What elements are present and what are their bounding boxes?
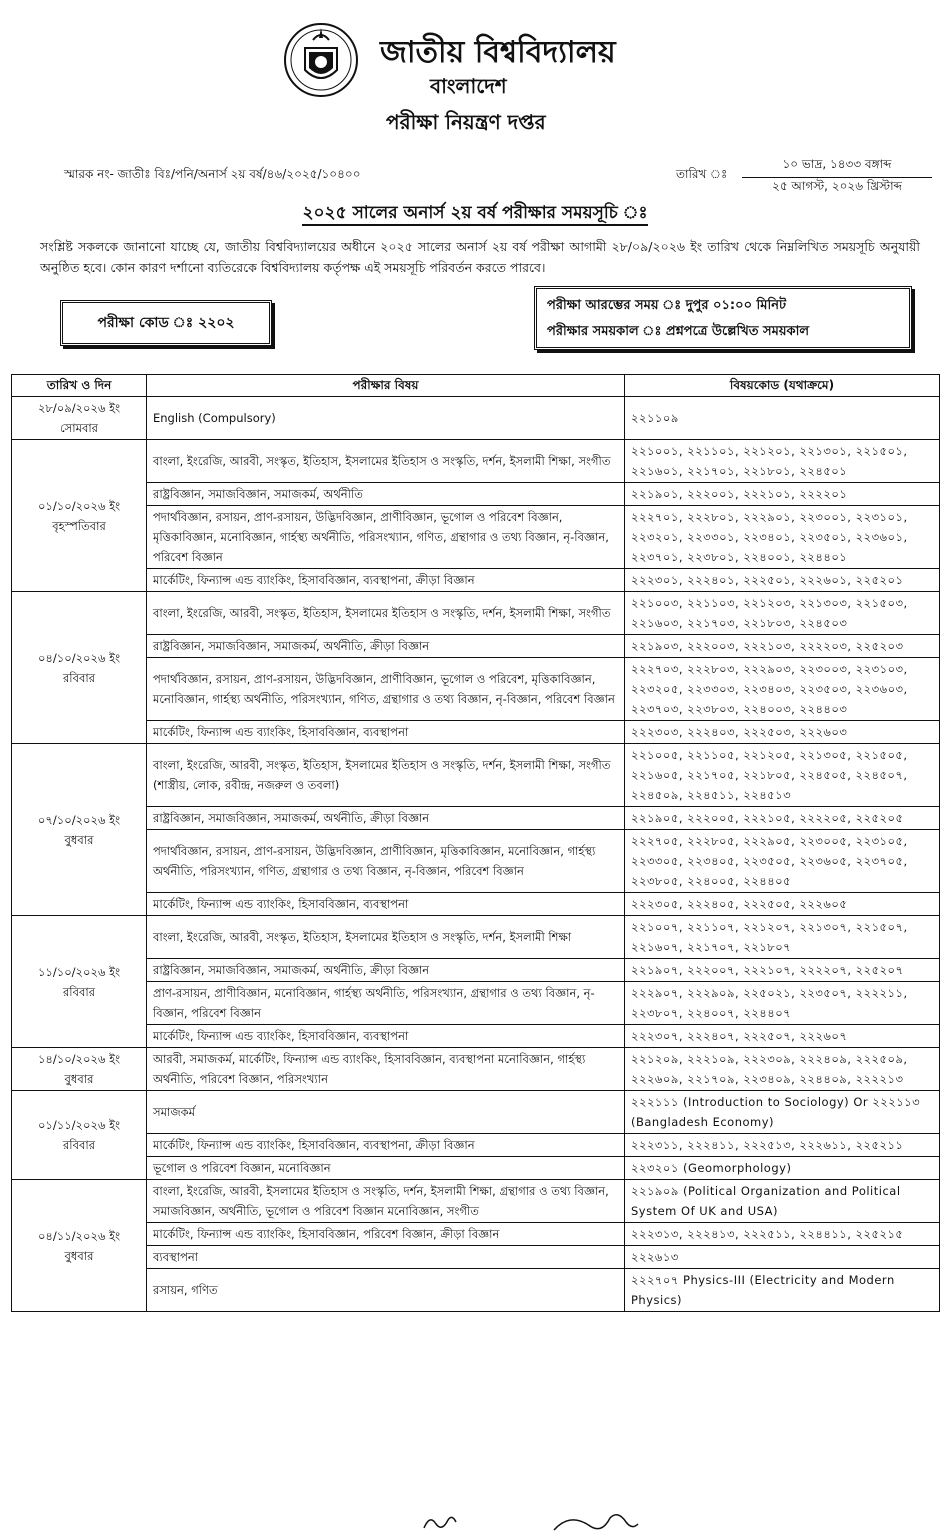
code-cell: ২২১৯০১, ২২২০০১, ২২২১০১, ২২২২০১ (625, 483, 940, 506)
code-cell: ২২২৩০১, ২২২৪০১, ২২২৫০১, ২২২৬০১, ২২৫২০১ (625, 569, 940, 592)
date-cell (12, 1091, 147, 1180)
exam-date: ২৮/০৯/২০২৬ ইং (37, 401, 121, 415)
code-cell: ২২১০০৭, ২২১১০৭, ২২১২০৭, ২২১৩০৭, ২২১৫০৭, ২২১৬০৭, ২২১৭০৭, ২২১৮০৭ (625, 916, 940, 959)
table-row (12, 1180, 940, 1223)
date-gregorian: ২৫ আগস্ট, ২০২৬ খ্রিস্টাব্দ (772, 179, 902, 193)
table-header-row (12, 375, 940, 397)
exam-duration: পরীক্ষার সময়কাল ঃ প্রশ্নপত্রে উল্লেখিত সময়কাল (547, 324, 810, 339)
subject-cell: মার্কেটিং, ফিন্যান্স এন্ড ব্যাংকিং, হিসাববিজ্ঞান, ব্যবস্থাপনা (147, 893, 625, 916)
subject-cell: পদার্থবিজ্ঞান, রসায়ন, প্রাণ-রসায়ন, উদ্ভিদবিজ্ঞান, প্রাণীবিজ্ঞান, ভূগোল ও পরিবেশ বিজ্ঞান, মৃত্তিকাবিজ্ঞান, মনোবিজ্ঞান, গার্হস্থ্য অর্থনীতি, পরিসংখ্যান, গণিত, গ্রন্থাগার ও তথ্য বিজ্ঞান, নৃ-বিজ্ঞান, পরিবেশ বিজ্ঞান (147, 506, 625, 569)
subject-cell: মার্কেটিং, ফিন্যান্স এন্ড ব্যাংকিং, হিসাববিজ্ঞান, ব্যবস্থাপনা (147, 1025, 625, 1048)
notice-paragraph: সংশ্লিষ্ট সকলকে জানানো যাচ্ছে যে, জাতীয় বিশ্ববিদ্যালয়ের অধীনে ২০২৫ সালের অনার্স ২য় বর্ষ পরীক্ষা আগামী ২৮/০৯/২০২৬ ইং তারিখ থেকে নিম্নলিখিত সময়সূচি অনুযায়ী অনুষ্ঠিত হবে। কোন কারণ দর্শানো ব্যতিরেকে বিশ্ববিদ্যালয় কর্তৃপক্ষ এই সময়সূচি পরিবর্তন করতে পারবে। (40, 239, 920, 275)
subject-cell: আরবী, সমাজকর্ম, মার্কেটিং, ফিন্যান্স এন্ড ব্যাংকিং, হিসাববিজ্ঞান, ব্যবস্থাপনা মনোবিজ্ঞান, গার্হস্থ্য অর্থনীতি, পরিবেশ বিজ্ঞান, পরিসংখ্যান (147, 1048, 625, 1091)
exam-day: বুধবার (64, 1248, 94, 1263)
exam-time-box (534, 286, 912, 350)
date-cell (12, 916, 147, 1048)
code-cell: ২২১২০৯, ২২২১০৯, ২২২৩০৯, ২২২৪০৯, ২২২৫০৯, ২২২৬০৯, ২২১৭০৯, ২২৩৪০৯, ২২৪৪০৯, ২২২২১৩ (625, 1048, 940, 1091)
table-row (12, 506, 940, 569)
date-label: তারিখ ঃ (676, 167, 728, 181)
code-cell: ২২২৭০৫, ২২২৮০৫, ২২২৯০৫, ২২৩০০৫, ২২৩১০৫, ২২৩৩০৫, ২২৩৪০৫, ২২৩৫০৫, ২২৩৬০৫, ২২৩৭০৫, ২২৩৮০৫, ২২৪০০৫, ২২৪৪০৫ (625, 830, 940, 893)
table-row (12, 721, 940, 744)
signature-mark (550, 1510, 640, 1534)
schedule-table (11, 374, 940, 1312)
table-row (12, 959, 940, 982)
subject-cell: রাষ্ট্রবিজ্ঞান, সমাজবিজ্ঞান, সমাজকর্ম, অর্থনীতি, ক্রীড়া বিজ্ঞান (147, 959, 625, 982)
university-seal (283, 20, 359, 104)
subject-cell: মার্কেটিং, ফিন্যান্স এন্ড ব্যাংকিং, হিসাববিজ্ঞান, ব্যবস্থাপনা (147, 721, 625, 744)
subject-cell: প্রাণ-রসায়ন, প্রাণীবিজ্ঞান, মনোবিজ্ঞান, গার্হস্থ্য অর্থনীতি, পরিসংখ্যান, গ্রন্থাগার ও তথ্য বিজ্ঞান, নৃ-বিজ্ঞান, পরিবেশ বিজ্ঞান (147, 982, 625, 1025)
subject-cell: English (Compulsory) (147, 397, 625, 440)
table-row (12, 830, 940, 893)
subject-cell: মার্কেটিং, ফিন্যান্স এন্ড ব্যাংকিং, হিসাববিজ্ঞান, ব্যবস্থাপনা, ক্রীড়া বিজ্ঞান (147, 569, 625, 592)
code-cell: ২২২৩০৫, ২২২৪০৫, ২২২৫০৫, ২২২৬০৫ (625, 893, 940, 916)
date-bangla: ১০ ভাদ্র, ১৪৩৩ বঙ্গাব্দ (742, 156, 932, 178)
signature-mark (420, 1510, 460, 1534)
date-cell (12, 1180, 147, 1312)
table-row (12, 569, 940, 592)
office-name: পরীক্ষা নিয়ন্ত্রণ দপ্তর (386, 110, 546, 134)
date-cell (12, 592, 147, 744)
code-cell: ২২২৭০৩, ২২২৮০৩, ২২২৯০৩, ২২৩০০৩, ২২৩১০৩, ২২৩২০৫, ২২৩৩০৩, ২২৩৪০৩, ২২৩৫০৩, ২২৩৬০৩, ২২৩৭০৩, ২২৩৮০৩, ২২৪০০৩, ২২৪৪০৩ (625, 658, 940, 721)
header-subject: পরীক্ষার বিষয় (147, 375, 625, 397)
date-cell (12, 1048, 147, 1091)
subject-cell: রসায়ন, গণিত (147, 1269, 625, 1312)
subject-cell: রাষ্ট্রবিজ্ঞান, সমাজবিজ্ঞান, সমাজকর্ম, অর্থনীতি, ক্রীড়া বিজ্ঞান (147, 635, 625, 658)
table-row (12, 658, 940, 721)
exam-date: ১৪/১০/২০২৬ ইং (37, 1052, 121, 1066)
code-cell: ২২১০০৫, ২২১১০৫, ২২১২০৫, ২২১৩০৫, ২২১৫০৫, ২২১৬০৫, ২২১৭০৫, ২২১৮০৫, ২২৪৫০৫, ২২৪৫০৭, ২২৪৫০৯, ২২৪৫১১, ২২৪৫১৩ (625, 744, 940, 807)
table-row (12, 1091, 940, 1134)
table-row (12, 1134, 940, 1157)
subject-cell: বাংলা, ইংরেজি, আরবী, ইসলামের ইতিহাস ও সংস্কৃতি, দর্শন, ইসলামী শিক্ষা, গ্রন্থাগার ও তথ্য বিজ্ঞান, সমাজবিজ্ঞান, অর্থনীতি, ভূগোল ও পরিবেশ বিজ্ঞান মনোবিজ্ঞান, সংগীত (147, 1180, 625, 1223)
exam-day: বৃহস্পতিবার (52, 518, 106, 533)
code-cell: ২২২৩১১, ২২২৪১১, ২২২৫১৩, ২২২৬১১, ২২৫২১১ (625, 1134, 940, 1157)
subject-cell: ব্যবস্থাপনা (147, 1246, 625, 1269)
exam-date: ০১/১০/২০২৬ ইং (37, 498, 121, 513)
table-row (12, 1223, 940, 1246)
exam-day: রবিবার (62, 1138, 96, 1152)
exam-date: ০৪/১০/২০২৬ ইং (37, 650, 121, 665)
exam-date: ০৭/১০/২০২৬ ইং (37, 812, 121, 827)
table-row (12, 744, 940, 807)
country-name: বাংলাদেশ (430, 74, 507, 98)
page-title (0, 200, 950, 228)
header-code: বিষয়কোড (যথাক্রমে) (625, 375, 940, 397)
exam-start-time: পরীক্ষা আরম্ভের সময় ঃ দুপুর ০১:০০ মিনিট (547, 298, 787, 313)
page-title-text: ২০২৫ সালের অনার্স ২য় বর্ষ পরীক্ষার সময়সূচি ঃ (302, 203, 647, 226)
table-row (12, 483, 940, 506)
code-cell: ২২১০০৩, ২২১১০৩, ২২১২০৩, ২২১৩০৩, ২২১৫০৩, ২২১৬০৩, ২২১৭০৩, ২২১৮০৩, ২২৪৫০৩ (625, 592, 940, 635)
code-cell: ২২২৯০৭, ২২২৯০৯, ২২৫০২১, ২২৩৫০৭, ২২২২১১, ২২৩৮০৭, ২২৪০০৭, ২২৪৪০৭ (625, 982, 940, 1025)
subject-cell: পদার্থবিজ্ঞান, রসায়ন, প্রাণ-রসায়ন, উদ্ভিদবিজ্ঞান, প্রাণীবিজ্ঞান, ভূগোল ও পরিবেশ, মৃত্তিকাবিজ্ঞান, মনোবিজ্ঞান, গার্হস্থ্য অর্থনীতি, পরিসংখ্যান, গণিত, গ্রন্থাগার ও তথ্য বিজ্ঞান, নৃ-বিজ্ঞান, পরিবেশ বিজ্ঞান (147, 658, 625, 721)
table-row (12, 982, 940, 1025)
code-cell: ২২১৯০৯ (Political Organization and Political System Of UK and USA) (625, 1180, 940, 1223)
table-row (12, 1269, 940, 1312)
code-cell: ২২১৯০৫, ২২২০০৫, ২২২১০৫, ২২২২০৫, ২২৫২০৫ (625, 807, 940, 830)
subject-cell: বাংলা, ইংরেজি, আরবী, সংস্কৃত, ইতিহাস, ইসলামের ইতিহাস ও সংস্কৃতি, দর্শন, ইসলামী শিক্ষা, সংগীত (147, 440, 625, 483)
table-row (12, 893, 940, 916)
subject-cell: ভূগোল ও পরিবেশ বিজ্ঞান, মনোবিজ্ঞান (147, 1157, 625, 1180)
subject-cell: মার্কেটিং, ফিন্যান্স এন্ড ব্যাংকিং, হিসাববিজ্ঞান, পরিবেশ বিজ্ঞান, ক্রীড়া বিজ্ঞান (147, 1223, 625, 1246)
exam-day: রবিবার (62, 984, 96, 999)
subject-cell: বাংলা, ইংরেজি, আরবী, সংস্কৃত, ইতিহাস, ইসলামের ইতিহাস ও সংস্কৃতি, দর্শন, ইসলামী শিক্ষা (147, 916, 625, 959)
table-row (12, 1157, 940, 1180)
exam-date: ১১/১০/২০২৬ ইং (37, 964, 121, 979)
table-row (12, 635, 940, 658)
memo-number: স্মারক নং- জাতীঃ বিঃ/পনি/অনার্স ২য় বর্ষ/৪৬/২০২৫/১০৪০০ (64, 167, 361, 181)
code-cell: ২২১১০৯ (625, 397, 940, 440)
subject-cell: রাষ্ট্রবিজ্ঞান, সমাজবিজ্ঞান, সমাজকর্ম, অর্থনীতি (147, 483, 625, 506)
subject-cell: সমাজকর্ম (147, 1091, 625, 1134)
table-row (12, 592, 940, 635)
date-cell (12, 744, 147, 916)
exam-date: ০৪/১১/২০২৬ ইং (37, 1228, 121, 1243)
header-date: তারিখ ও দিন (12, 375, 147, 397)
table-row (12, 916, 940, 959)
date-cell (12, 440, 147, 592)
exam-day: বুধবার (64, 832, 94, 847)
exam-day: রবিবার (62, 670, 96, 685)
code-cell: ২২২৩১৩, ২২২৪১৩, ২২২৫১১, ২২৪৪১১, ২২৫২১৫ (625, 1223, 940, 1246)
subject-cell: রাষ্ট্রবিজ্ঞান, সমাজবিজ্ঞান, সমাজকর্ম, অর্থনীতি, ক্রীড়া বিজ্ঞান (147, 807, 625, 830)
table-row (12, 1246, 940, 1269)
subject-cell: বাংলা, ইংরেজি, আরবী, সংস্কৃত, ইতিহাস, ইসলামের ইতিহাস ও সংস্কৃতি, দর্শন, ইসলামী শিক্ষা, সংগীত (শাস্ত্রীয়, লোক, রবীন্দ্র, নজরুল ও তবলা) (147, 744, 625, 807)
table-row (12, 397, 940, 440)
date-cell (12, 397, 147, 440)
code-cell: ২২১৯০৩, ২২২০০৩, ২২২১০৩, ২২২২০৩, ২২৫২০৩ (625, 635, 940, 658)
code-cell: ২২২৩০৩, ২২২৪০৩, ২২২৫০৩, ২২২৬০৩ (625, 721, 940, 744)
code-cell: ২২৩২০১ (Geomorphology) (625, 1157, 940, 1180)
subject-cell: বাংলা, ইংরেজি, আরবী, সংস্কৃত, ইতিহাস, ইসলামের ইতিহাস ও সংস্কৃতি, দর্শন, ইসলামী শিক্ষা, সংগীত (147, 592, 625, 635)
table-row (12, 440, 940, 483)
exam-day: সোমবার (59, 421, 99, 435)
exam-day: বুধবার (64, 1072, 94, 1086)
code-cell: ২২২৩০৭, ২২২৪০৭, ২২২৫০৭, ২২২৬০৭ (625, 1025, 940, 1048)
code-cell: ২২১৯০৭, ২২২০০৭, ২২২১০৭, ২২২২০৭, ২২৫২০৭ (625, 959, 940, 982)
code-cell: ২২২১১১ (Introduction to Sociology) Or ২২২১১৩ (Bangladesh Economy) (625, 1091, 940, 1134)
institution-name: জাতীয় বিশ্ববিদ্যালয় (380, 35, 616, 70)
code-cell: ২২২৭০১, ২২২৮০১, ২২২৯০১, ২২৩০০১, ২২৩১০১, ২২৩২০১, ২২৩৩০১, ২২৩৪০১, ২২৩৫০১, ২২৩৬০১, ২২৩৭০১, ২২৩৮০১, ২২৪০০১, ২২৪৪০১ (625, 506, 940, 569)
exam-date: ০১/১১/২০২৬ ইং (37, 1118, 121, 1132)
code-cell: ২২২৭০৭ Physics-III (Electricity and Modern Physics) (625, 1269, 940, 1312)
code-cell: ২২২৬১৩ (625, 1246, 940, 1269)
code-cell: ২২১০০১, ২২১১০১, ২২১২০১, ২২১৩০১, ২২১৫০১, ২২১৬০১, ২২১৭০১, ২২১৮০১, ২২৪৫০১ (625, 440, 940, 483)
exam-code-box: পরীক্ষা কোড ঃ ২২০২ (60, 300, 272, 346)
table-row (12, 1025, 940, 1048)
table-row (12, 807, 940, 830)
subject-cell: মার্কেটিং, ফিন্যান্স এন্ড ব্যাংকিং, হিসাববিজ্ঞান, ব্যবস্থাপনা, ক্রীড়া বিজ্ঞান (147, 1134, 625, 1157)
table-row (12, 1048, 940, 1091)
subject-cell: পদার্থবিজ্ঞান, রসায়ন, প্রাণ-রসায়ন, উদ্ভিদবিজ্ঞান, প্রাণীবিজ্ঞান, মৃত্তিকাবিজ্ঞান, মনোবিজ্ঞান, গার্হস্থ্য অর্থনীতি, পরিসংখ্যান, গণিত, গ্রন্থাগার ও তথ্য বিজ্ঞান, নৃ-বিজ্ঞান, পরিবেশ বিজ্ঞান (147, 830, 625, 893)
